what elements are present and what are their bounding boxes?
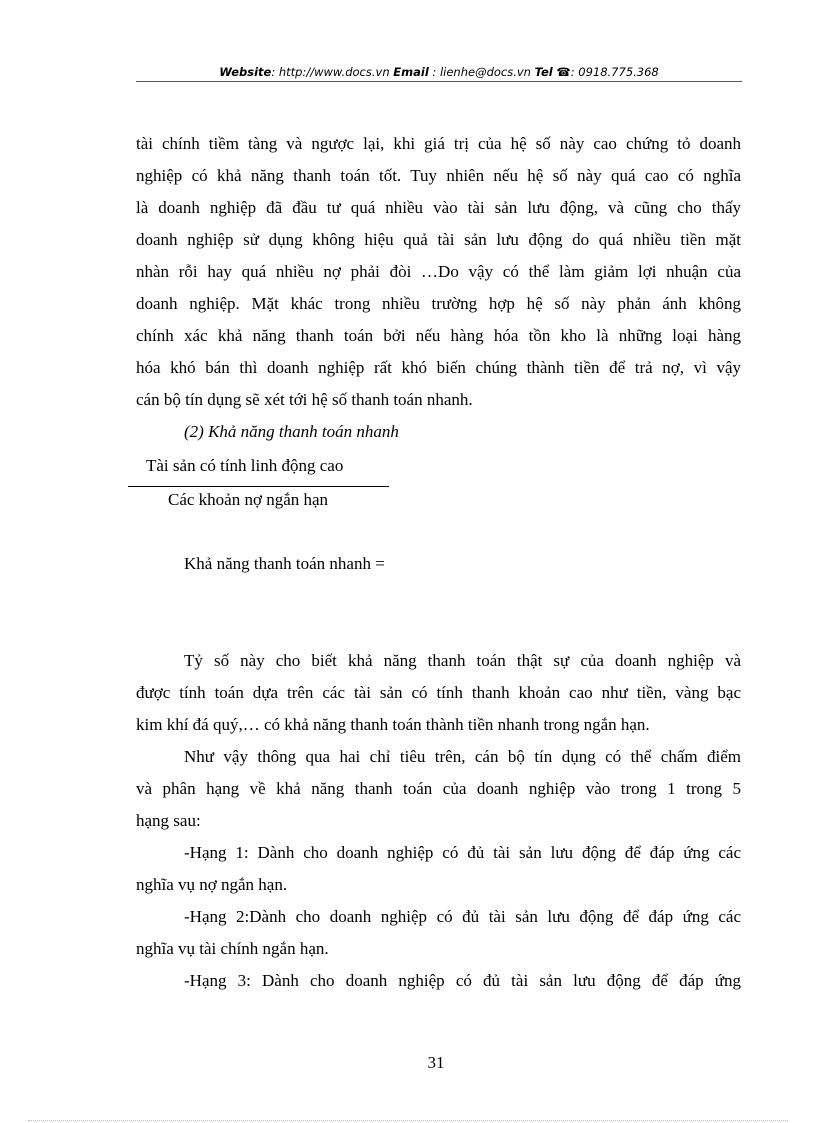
body-line: Như vậy thông qua hai chỉ tiêu trên, cán bộ tín dụng có thể chấm điểm [184,747,741,766]
body-line: chính xác khả năng thanh toán bởi nếu hàng hóa tồn kho là những loại hàng [136,326,741,345]
body-line: nhàn rỗi hay quá nhiều nợ phải đòi …Do vậy có thể làm giảm lợi nhuận của [136,262,741,281]
body-line: kim khí đá quý,… có khả năng thanh toán thành tiền nhanh trong ngắn hạn. [136,715,650,734]
email-value: : lienhe@docs.vn [432,65,531,79]
body-line: Tỷ số này cho biết khả năng thanh toán thật sự của doanh nghiệp và [184,651,741,670]
page-header [136,64,742,80]
rank-item: nghĩa vụ nợ ngắn hạn. [136,875,288,894]
tel-value: : 0918.775.368 [570,65,659,79]
page-number: 31 [427,1053,445,1072]
body-line: được tính toán dựa trên các tài sản có tính thanh khoản cao như tiền, vàng bạc [136,683,741,702]
website-value: : http://www.docs.vn [271,65,390,79]
body-line: hạng sau: [136,811,201,830]
body-line: cán bộ tín dụng sẽ xét tới hệ số thanh toán nhanh. [136,390,473,409]
website-label: Website [219,65,272,79]
body-line: là doanh nghiệp đã đầu tư quá nhiều vào tài sản lưu động, và cũng cho thấy [136,198,741,217]
body-line: tài chính tiềm tàng và ngược lại, khi giá trị của hệ số này cao chứng tỏ doanh [136,134,741,153]
rank-item: -Hạng 1: Dành cho doanh nghiệp có đủ tài sản lưu động để đáp ứng các [184,843,741,862]
tel-label: Tel [534,65,553,79]
email-label: Email [393,65,429,79]
rank-item: nghĩa vụ tài chính ngắn hạn. [136,939,329,958]
header-rule [136,81,742,82]
body-line: doanh nghiệp sử dụng không hiệu quả tài sản lưu động do quá nhiều tiền mặt [136,230,741,249]
fraction-bar [128,486,389,487]
rank-item: -Hạng 2:Dành cho doanh nghiệp có đủ tài sản lưu động để đáp ứng các [184,907,741,926]
body-line: nghiệp có khả năng thanh toán tốt. Tuy nhiên nếu hệ số này quá cao có nghĩa [136,166,741,185]
body-line: và phân hạng về khả năng thanh toán của doanh nghiệp vào trong 1 trong 5 [136,779,741,798]
body-line: hóa khó bán thì doanh nghiệp rất khó biến chúng thành tiền để trả nợ, vì vậy [136,358,741,377]
formula-denominator: Các khoản nợ ngắn hạn [168,490,329,509]
section-subheading: (2) Khả năng thanh toán nhanh [184,422,399,441]
rank-item: -Hạng 3: Dành cho doanh nghiệp có đủ tài sản lưu động để đáp ứng [184,971,741,990]
phone-icon: ☎ [556,65,571,79]
body-line: doanh nghiệp. Mặt khác trong nhiều trường hợp hệ số này phản ánh không [136,294,741,313]
formula-numerator: Tài sản có tính linh động cao [146,456,344,475]
page-bottom-rule [28,1120,788,1121]
formula-lhs: Khả năng thanh toán nhanh = [184,554,385,573]
